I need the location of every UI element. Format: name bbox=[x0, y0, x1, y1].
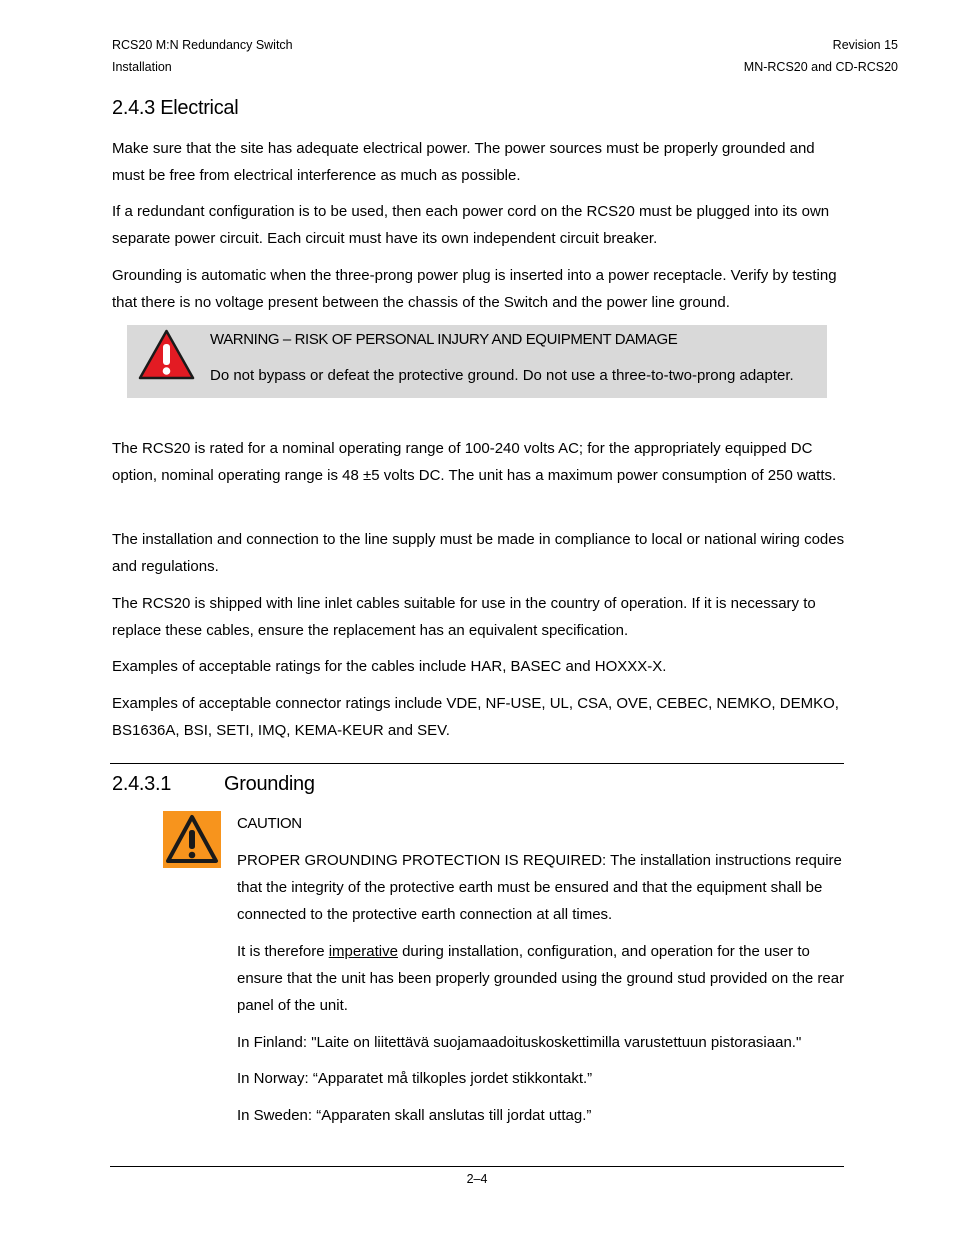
paragraph-grounding-auto: Grounding is automatic when the three-prong power plug is inserted into a power receptacle. Verify by testing that there is no voltage present between the chassis of the Switch and the power line ground. bbox=[112, 267, 837, 311]
warning-title: WARNING – RISK OF PERSONAL INJURY AND EQUIPMENT DAMAGE bbox=[210, 331, 678, 348]
section-heading: 2.4.3 Electrical bbox=[112, 97, 239, 119]
header-revision: Revision 15 bbox=[832, 38, 898, 52]
paragraph-operating-range: The RCS20 is rated for a nominal operating range of 100-240 volts AC; for the appropriately equipped DC option, nominal operating range is 48 ±5 volts DC. The unit has a maximum power consumption of 250 watts. bbox=[112, 440, 837, 484]
header-document-id: MN-RCS20 and CD-RCS20 bbox=[743, 60, 898, 74]
caution-triangle-icon bbox=[163, 811, 221, 868]
page-number: 2–4 bbox=[466, 1172, 488, 1186]
paragraph-site-power: Make sure that the site has adequate electrical power. The power sources must be properly grounded and must be free from electrical interference as much as possible. bbox=[112, 140, 815, 184]
footer-divider bbox=[110, 1166, 844, 1167]
caution-sweden: In Sweden: “Apparaten skall anslutas till jordat uttag.” bbox=[237, 1107, 592, 1124]
imperative-after: during installation, configuration, and operation for the user to ensure that the unit has been properly grounded using the ground stud provided on the rear panel of the unit. bbox=[237, 943, 845, 1014]
subsection-title: Grounding bbox=[224, 773, 315, 795]
caution-paragraph-imperative bbox=[237, 938, 847, 1019]
caution-title: CAUTION bbox=[237, 815, 302, 832]
header-left-title: RCS20 M:N Redundancy Switch bbox=[112, 38, 293, 52]
caution-finland: In Finland: "Laite on liitettävä suojamaadoituskoskettimilla varustettuun pistorasiaan." bbox=[237, 1034, 802, 1051]
caution-paragraph-grounding: PROPER GROUNDING PROTECTION IS REQUIRED: The installation instructions require that the integrity of the protective earth must be ensured and that the equipment shall be connected to the protective earth connection at all times. bbox=[237, 852, 842, 923]
subsection-number: 2.4.3.1 bbox=[112, 773, 172, 795]
imperative-underlined: imperative bbox=[328, 943, 398, 960]
paragraph-inlet-cables: The RCS20 is shipped with line inlet cables suitable for use in the country of operation. If it is necessary to replace these cables, ensure the replacement has an equivalent specification. bbox=[112, 595, 816, 639]
imperative-before: It is therefore bbox=[237, 943, 329, 960]
paragraph-wiring-codes: The installation and connection to the line supply must be made in compliance to local or national wiring codes and regulations. bbox=[112, 531, 845, 575]
paragraph-connector-ratings: Examples of acceptable connector ratings include VDE, NF-USE, UL, CSA, OVE, CEBEC, NEMKO, DEMKO, BS1636A, BSI, SETI, IMQ, KEMA-KEUR and SEV. bbox=[112, 695, 839, 739]
header-left-subtitle: Installation bbox=[112, 60, 172, 74]
paragraph-redundant-config: If a redundant configuration is to be used, then each power cord on the RCS20 must be plugged into its own separate power circuit. Each circuit must have its own independent circuit breaker. bbox=[112, 203, 830, 247]
warning-triangle-icon bbox=[138, 329, 195, 380]
paragraph-cable-ratings: Examples of acceptable ratings for the cables include HAR, BASEC and HOXXX-X. bbox=[112, 658, 667, 675]
caution-norway: In Norway: “Apparatet må tilkoples jordet stikkontakt.” bbox=[237, 1070, 593, 1087]
section-divider bbox=[110, 763, 844, 764]
warning-text: Do not bypass or defeat the protective ground. Do not use a three-to-two-prong adapter. bbox=[210, 367, 794, 384]
